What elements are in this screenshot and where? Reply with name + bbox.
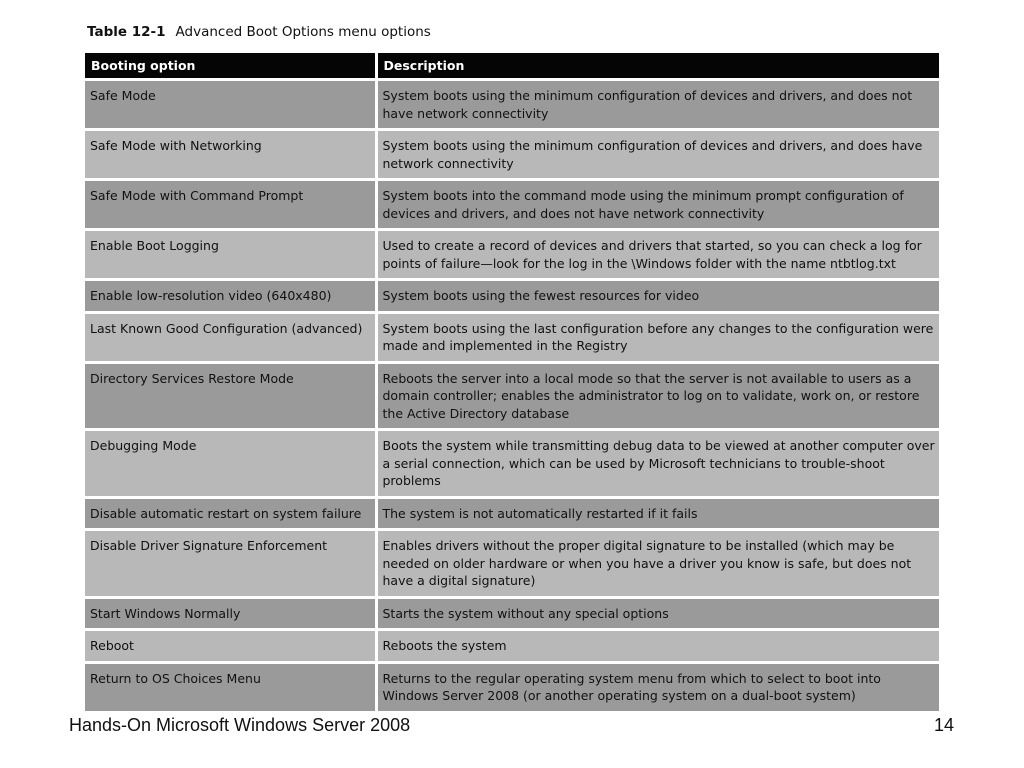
booting-option-cell: Safe Mode with Command Prompt bbox=[85, 180, 376, 230]
description-cell: System boots into the command mode using the minimum prompt configuration of devices and drivers, and does not have network connectivity bbox=[376, 180, 939, 230]
description-cell: System boots using the last configuration before any changes to the configuration were made and implemented in the Registry bbox=[376, 312, 939, 362]
table-row bbox=[85, 180, 939, 230]
table-row bbox=[85, 280, 939, 313]
table-row bbox=[85, 130, 939, 180]
description-cell: Used to create a record of devices and drivers that started, so you can check a log for points of failure—look for the log in the \Windows folder with the name ntbtlog.txt bbox=[376, 230, 939, 280]
table-row bbox=[85, 630, 939, 663]
table-title: Advanced Boot Options menu options bbox=[175, 24, 431, 40]
description-cell: System boots using the minimum configuration of devices and drivers, and does not have network connectivity bbox=[376, 80, 939, 130]
table-row bbox=[85, 80, 939, 130]
column-header-description: Description bbox=[376, 53, 939, 80]
table-row bbox=[85, 497, 939, 530]
table-row bbox=[85, 362, 939, 430]
description-cell: Starts the system without any special options bbox=[376, 597, 939, 630]
booting-option-cell: Last Known Good Configuration (advanced) bbox=[85, 312, 376, 362]
description-cell: Returns to the regular operating system menu from which to select to boot into Windows Server 2008 (or another operating system on a dual-boot system) bbox=[376, 662, 939, 711]
table-row bbox=[85, 597, 939, 630]
description-cell: The system is not automatically restarted if it fails bbox=[376, 497, 939, 530]
booting-option-cell: Start Windows Normally bbox=[85, 597, 376, 630]
booting-option-cell: Enable low-resolution video (640x480) bbox=[85, 280, 376, 313]
booting-option-cell: Safe Mode bbox=[85, 80, 376, 130]
boot-options-table bbox=[85, 53, 939, 711]
footer-book-title: Hands-On Microsoft Windows Server 2008 bbox=[69, 715, 411, 735]
table-row bbox=[85, 312, 939, 362]
table-number: Table 12-1 bbox=[87, 24, 166, 40]
booting-option-cell: Disable automatic restart on system failure bbox=[85, 497, 376, 530]
table-header-row bbox=[85, 53, 939, 80]
booting-option-cell: Debugging Mode bbox=[85, 430, 376, 498]
booting-option-cell: Directory Services Restore Mode bbox=[85, 362, 376, 430]
column-header-booting-option: Booting option bbox=[85, 53, 376, 80]
description-cell: Boots the system while transmitting debug data to be viewed at another computer over a serial connection, which can be used by Microsoft technicians to trouble-shoot problems bbox=[376, 430, 939, 498]
booting-option-cell: Reboot bbox=[85, 630, 376, 663]
table-caption bbox=[87, 24, 431, 40]
description-cell: Reboots the server into a local mode so that the server is not available to users as a domain controller; enables the administrator to log on to validate, work on, or restore the Active Directory database bbox=[376, 362, 939, 430]
page-number: 14 bbox=[933, 715, 954, 735]
booting-option-cell: Disable Driver Signature Enforcement bbox=[85, 530, 376, 598]
table-row bbox=[85, 430, 939, 498]
booting-option-cell: Enable Boot Logging bbox=[85, 230, 376, 280]
description-cell: System boots using the minimum configuration of devices and drivers, and does have network connectivity bbox=[376, 130, 939, 180]
table-row bbox=[85, 530, 939, 598]
booting-option-cell: Return to OS Choices Menu bbox=[85, 662, 376, 711]
table-row bbox=[85, 662, 939, 711]
description-cell: System boots using the fewest resources for video bbox=[376, 280, 939, 313]
table-row bbox=[85, 230, 939, 280]
description-cell: Enables drivers without the proper digital signature to be installed (which may be needed on older hardware or when you have a driver you know is safe, but does not have a digital signature) bbox=[376, 530, 939, 598]
booting-option-cell: Safe Mode with Networking bbox=[85, 130, 376, 180]
description-cell: Reboots the system bbox=[376, 630, 939, 663]
